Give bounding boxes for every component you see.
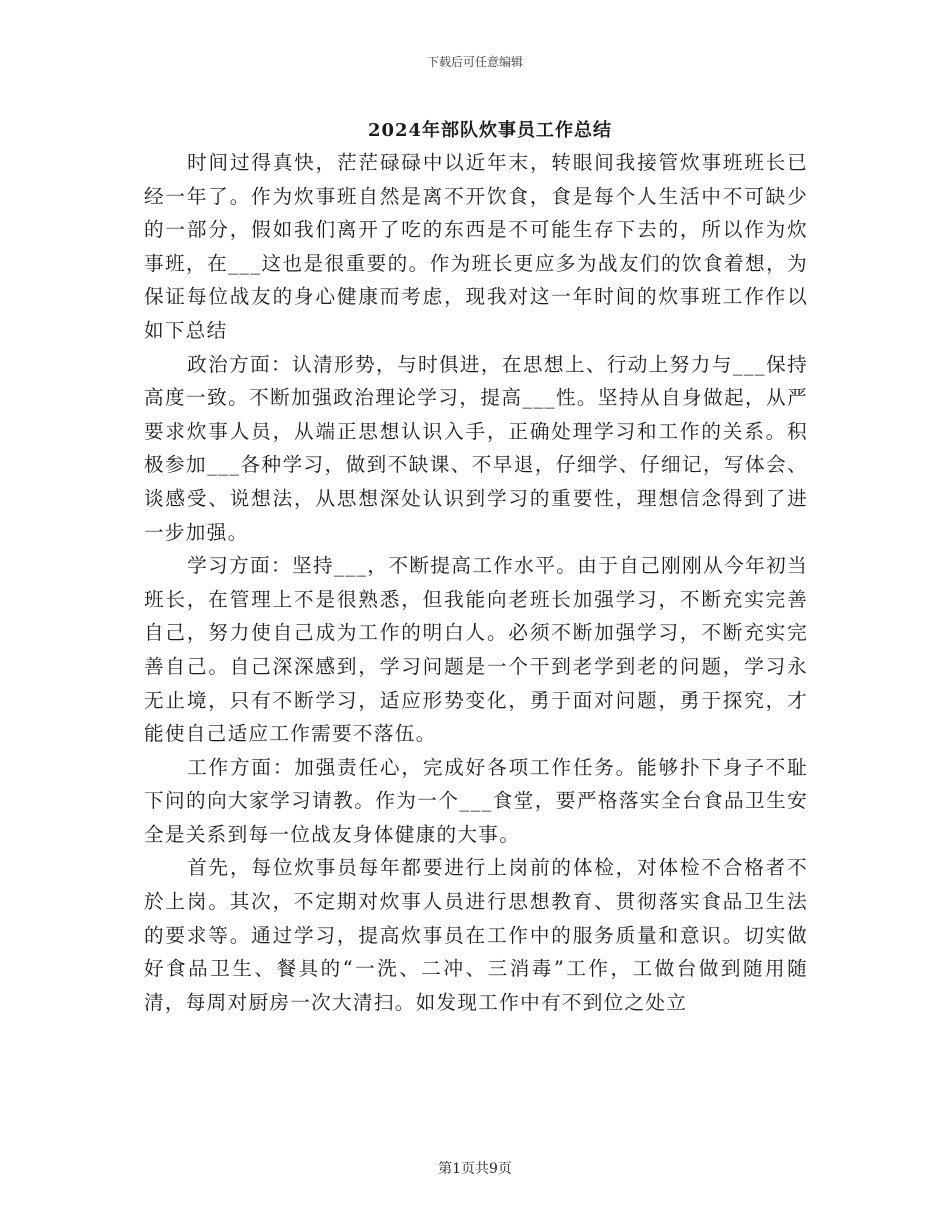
document-body <box>144 146 808 1019</box>
paragraph-politics: 政治方面：认清形势，与时俱进，在思想上、行动上努力与___保持高度一致。不断加强政治理论学习，提高___性。坚持从自身做起，从严要求炊事人员，从端正思想认识入手，正确处理学习和工作的关系。积极参加___各种学习，做到不缺课、不早退，仔细学、仔细记，写体会、谈感受、说想法，从思想深处认识到学习的重要性，理想信念得到了进一步加强。 <box>144 352 808 544</box>
paragraph-work: 工作方面：加强责任心，完成好各项工作任务。能够扑下身子不耻下问的向大家学习请教。作为一个___食堂，要严格落实全台食品卫生安全是关系到每一位战友身体健康的大事。 <box>144 755 808 846</box>
header-note: 下载后可任意编辑 <box>426 55 523 69</box>
paragraph-study: 学习方面：坚持___，不断提高工作水平。由于自己刚刚从今年初当班长，在管理上不是很熟悉，但我能向老班长加强学习，不断充实完善自己，努力使自己成为工作的明白人。必须不断加强学习，不断充实完善自己。自己深深感到，学习问题是一个干到老学到老的问题，学习永无止境，只有不断学习，适应形势变化，勇于面对问题，勇于探究，才能使自己适应工作需要不落伍。 <box>144 554 808 746</box>
page-number: 第1页共9页 <box>438 1161 512 1177</box>
paragraph-intro: 时间过得真快，茫茫碌碌中以近年末，转眼间我接管炊事班班长已经一年了。作为炊事班自然是离不开饮食，食是每个人生活中不可缺少的一部分，假如我们离开了吃的东西是不可能生存下去的，所以作为炊事班，在___这也是很重要的。作为班长更应多为战友们的饮食着想，为保证每位战友的身心健康而考虑，现我对这一年时间的炊事班工作作以如下总结 <box>144 151 808 342</box>
paragraph-hygiene: 首先，每位炊事员每年都要进行上岗前的体检，对体检不合格者不於上岗。其次，不定期对炊事人员进行思想教育、贯彻落实食品卫生法的要求等。通过学习，提高炊事员在工作中的服务质量和意识。切实做好食品卫生、餐具的“一洗、二冲、三消毒”工作，工做台做到随用随清，每周对厨房一次大清扫。如发现工作中有不到位之处立 <box>144 856 808 1014</box>
document-title: 2024年部队炊事员工作总结 <box>367 120 613 141</box>
